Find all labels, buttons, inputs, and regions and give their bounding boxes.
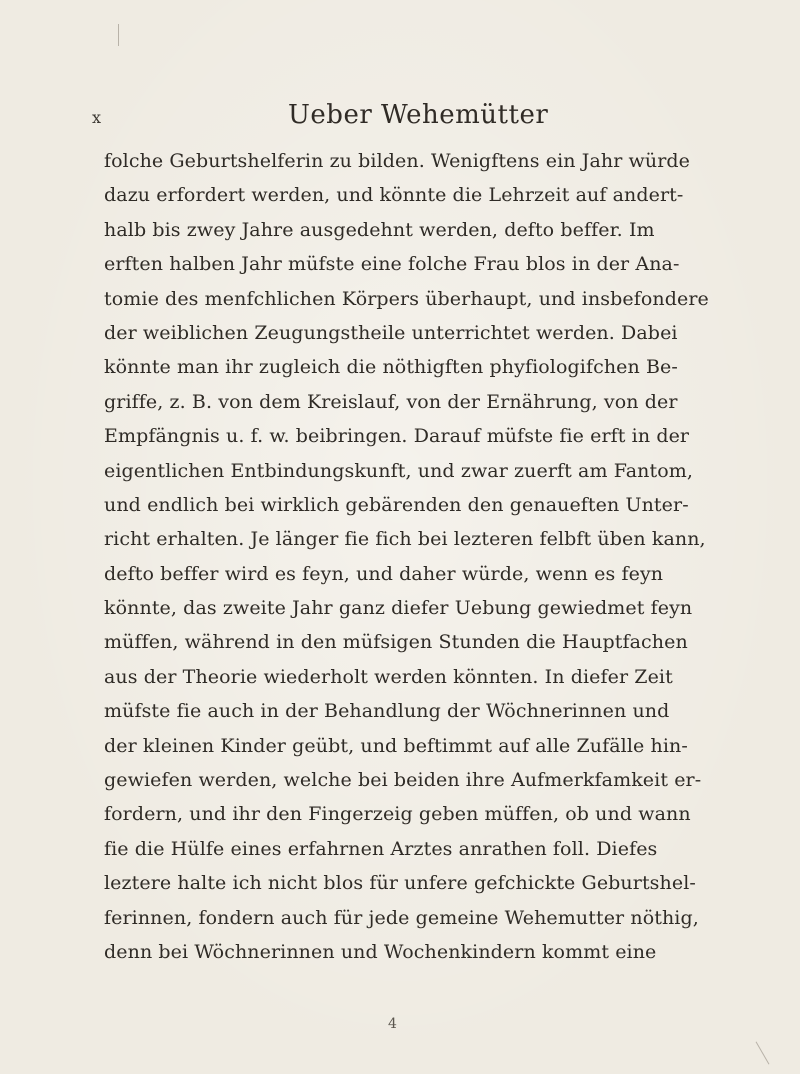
text-line: griffe, z. B. von dem Kreislauf, von der Ernährung, von der	[104, 390, 678, 413]
text-line: dazu erfordert werden, und könnte die Lehrzeit auf andert-	[104, 184, 684, 207]
text-line: der kleinen Kinder geübt, und beftimmt auf alle Zufälle hin-	[104, 734, 688, 757]
scan-artifact-line	[118, 24, 119, 46]
text-line: fordern, und ihr den Fingerzeig geben müffen, ob und wann	[104, 803, 691, 826]
text-line: könnte man ihr zugleich die nöthigften phyfiologifchen Be-	[104, 356, 678, 379]
signature-mark: 4	[388, 1016, 397, 1032]
text-line: müfste fie auch in der Behandlung der Wöchnerinnen und	[104, 700, 670, 723]
text-line: und endlich bei wirklich gebärenden den genaueften Unter-	[104, 493, 689, 516]
text-line: könnte, das zweite Jahr ganz diefer Uebung gewiedmet feyn	[104, 597, 693, 620]
text-line: Empfängnis u. f. w. beibringen. Darauf müfste fie erft in der	[104, 425, 690, 448]
page-number: x	[92, 108, 102, 127]
text-line: eigentlichen Entbindungskunft, und zwar zuerft am Fantom,	[104, 459, 694, 482]
text-line: defto beffer wird es feyn, und daher würde, wenn es feyn	[104, 562, 664, 585]
text-line: leztere halte ich nicht blos für unfere gefchickte Geburtshel-	[104, 872, 696, 895]
page-header	[92, 100, 732, 130]
text-line: fie die Hülfe eines erfahrnen Arztes anrathen foll. Diefes	[104, 837, 658, 860]
text-line: erften halben Jahr müfste eine folche Frau blos in der Ana-	[104, 253, 680, 276]
text-line: aus der Theorie wiederholt werden könnten. In diefer Zeit	[104, 665, 673, 688]
text-line: folche Geburtshelferin zu bilden. Wenigftens ein Jahr würde	[104, 150, 691, 172]
text-line: halb bis zwey Jahre ausgedehnt werden, defto beffer. Im	[104, 218, 655, 241]
scan-artifact-line	[756, 1041, 770, 1064]
running-title: Ueber Wehemütter	[288, 100, 549, 130]
text-line: ferinnen, fondern auch für jede gemeine Wehemutter nöthig,	[104, 906, 699, 929]
body-text	[104, 144, 720, 969]
text-line: gewiefen werden, welche bei beiden ihre Aufmerkfamkeit er-	[104, 769, 702, 792]
text-line: tomie des menfchlichen Körpers überhaupt, und insbefondere	[104, 287, 709, 310]
text-line: denn bei Wöchnerinnen und Wochenkindern kommt eine	[104, 940, 657, 963]
text-line: der weiblichen Zeugungstheile unterrichtet werden. Dabei	[104, 321, 678, 344]
text-line: müffen, während in den müfsigen Stunden die Hauptfachen	[104, 631, 688, 654]
text-line: richt erhalten. Je länger fie fich bei lezteren felbft üben kann,	[104, 528, 706, 551]
